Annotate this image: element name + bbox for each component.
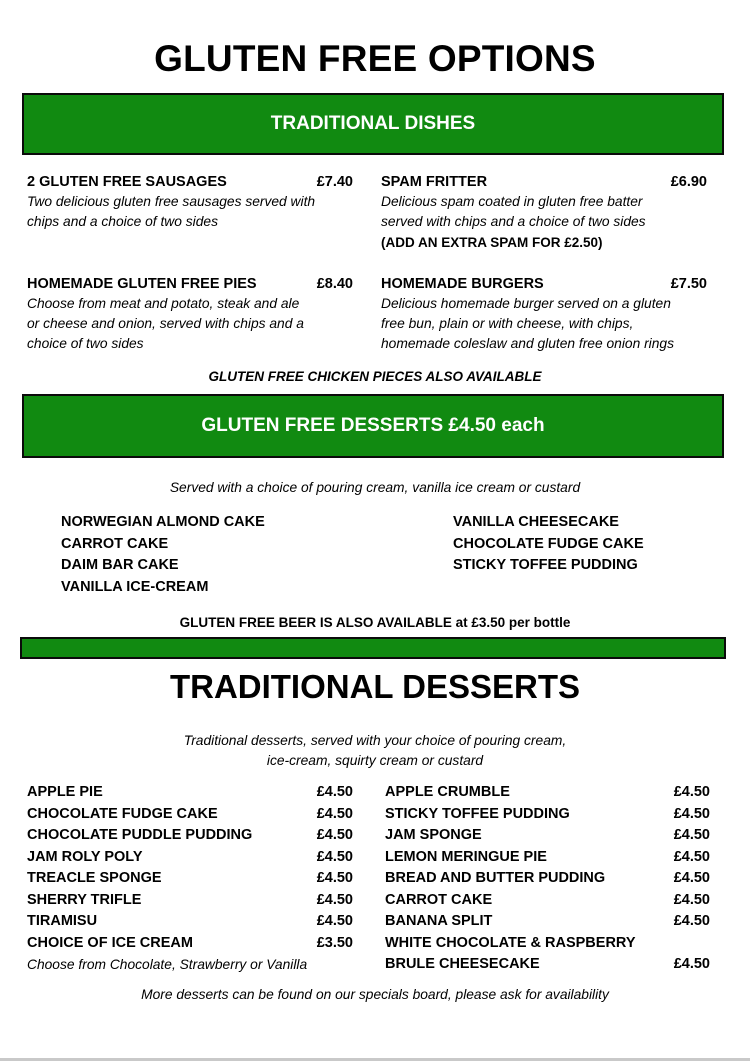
page-title: GLUTEN FREE OPTIONS [154,38,596,79]
description-line: Two delicious gluten free sausages served with [27,194,316,209]
item-price: £8.40 [316,276,353,292]
traditional-dishes-banner [22,93,724,155]
dessert-name: SHERRY TRIFLE [27,891,142,908]
list-item: NORWEGIAN ALMOND CAKE [61,514,265,530]
dessert-price: £4.50 [316,784,353,800]
list-item: DAIM BAR CAKE [61,557,179,573]
dessert-row [385,782,710,804]
description-line: Choose from meat and potato, steak and ale [27,296,300,311]
gluten-free-desserts-banner [22,394,724,458]
dessert-name: JAM ROLY POLY [27,848,143,865]
dessert-name: CHOCOLATE FUDGE CAKE [27,805,218,822]
section-divider-bar [20,637,726,659]
subtitle-line: Traditional desserts, served with your choice of pouring cream, [183,733,567,748]
menu-item-spam-fritter [381,172,707,253]
dessert-price: £4.50 [316,870,353,886]
dessert-price: £4.50 [673,891,710,908]
dessert-name: JAM SPONGE [385,827,482,843]
traditional-desserts-left-list [27,782,353,976]
dessert-price: £4.50 [316,827,353,843]
menu-item-pies [27,274,353,354]
dessert-price [666,933,710,955]
dessert-row [27,911,353,933]
traditional-dishes-heading: TRADITIONAL DISHES [270,113,476,134]
traditional-desserts-title: TRADITIONAL DESSERTS [169,668,581,705]
ice-cream-flavours-note: Choose from Chocolate, Strawberry or Vanilla [27,957,308,972]
dessert-price: £4.50 [316,891,353,908]
dessert-price: £4.50 [673,784,710,800]
dessert-name: CHOICE OF ICE CREAM [27,934,193,951]
description-line: chips and a choice of two sides [27,214,218,229]
dessert-name: BANANA SPLIT [385,913,493,929]
dessert-price: £4.50 [316,848,353,865]
dessert-name: STICKY TOFFEE PUDDING [385,805,570,822]
dessert-name: APPLE PIE [27,784,103,800]
traditional-desserts-subtitle [0,731,750,771]
description-line: or cheese and onion, served with chips and a [27,316,304,331]
item-description [27,192,353,232]
dessert-row [27,847,353,869]
dessert-row [385,847,710,869]
list-item: CARROT CAKE [61,535,169,552]
gluten-free-desserts-subtitle: Served with a choice of pouring cream, vanilla ice cream or custard [169,480,581,495]
list-item: VANILLA CHEESECAKE [453,514,619,530]
dessert-name: TREACLE SPONGE [27,870,162,886]
dessert-price: £4.50 [673,805,710,822]
dessert-row [385,911,710,933]
dessert-row [27,825,353,847]
dessert-name: CHOCOLATE PUDDLE PUDDING [27,827,253,843]
item-price: £6.90 [670,174,707,190]
menu-item-sausages [27,172,353,232]
item-note: (ADD AN EXTRA SPAM FOR £2.50) [381,235,603,250]
item-name: SPAM FRITTER [381,174,488,190]
specials-board-note: More desserts can be found on our specials board, please ask for availability [141,987,609,1002]
subtitle-line: ice-cream, squirty cream or custard [266,753,484,768]
menu-item-burgers [381,274,707,354]
item-description [381,192,707,232]
dessert-row [385,933,710,955]
list-item: STICKY TOFFEE PUDDING [453,557,638,573]
dessert-row [27,782,353,804]
description-line: served with chips and a choice of two sides [381,214,646,229]
dessert-price: £4.50 [673,913,710,929]
dessert-row [27,804,353,826]
item-name: HOMEMADE GLUTEN FREE PIES [27,276,257,292]
item-price: £7.50 [670,276,707,292]
dessert-name: LEMON MERINGUE PIE [385,848,547,865]
description-line: Delicious spam coated in gluten free batter [381,194,643,209]
dessert-price: £3.50 [316,934,353,951]
dessert-row [385,890,710,912]
dessert-price: £4.50 [316,805,353,822]
description-line: free bun, plain or with cheese, with chips, [381,316,634,331]
description-line: Delicious homemade burger served on a gluten [381,296,671,311]
list-item: CHOCOLATE FUDGE CAKE [453,535,644,552]
dessert-row [27,868,353,890]
dessert-name: TIRAMISU [27,913,98,929]
gluten-free-desserts-left-list [61,512,265,598]
dessert-price: £4.50 [673,956,710,972]
item-name: 2 GLUTEN FREE SAUSAGES [27,174,227,190]
chicken-pieces-note: GLUTEN FREE CHICKEN PIECES ALSO AVAILABLE [208,369,542,384]
dessert-name: CARROT CAKE [385,891,493,908]
item-name: HOMEMADE BURGERS [381,276,544,292]
gluten-free-beer-note: GLUTEN FREE BEER IS ALSO AVAILABLE at £3.50 per bottle [179,615,571,630]
list-item: VANILLA ICE-CREAM [61,578,209,595]
dessert-row [385,868,710,890]
item-description [27,294,353,354]
description-line: choice of two sides [27,336,144,351]
dessert-price: £4.50 [673,827,710,843]
gluten-free-desserts-right-list [453,512,644,577]
dessert-row [27,933,353,955]
dessert-name: BREAD AND BUTTER PUDDING [385,870,606,886]
dessert-price: £4.50 [316,913,353,929]
dessert-name: BRULE CHEESECAKE [385,956,540,972]
dessert-name: APPLE CRUMBLE [385,784,510,800]
description-line: homemade coleslaw and gluten free onion rings [381,336,674,351]
dessert-name: WHITE CHOCOLATE & RASPBERRY [385,934,636,951]
dessert-row [385,825,710,847]
dessert-price: £4.50 [673,848,710,865]
item-description [381,294,707,354]
traditional-desserts-right-list [385,782,710,976]
dessert-row [385,954,710,976]
dessert-row [385,804,710,826]
dessert-price: £4.50 [673,870,710,886]
gluten-free-desserts-heading: GLUTEN FREE DESSERTS £4.50 each [201,415,545,436]
dessert-row [27,890,353,912]
item-price: £7.40 [316,174,353,190]
